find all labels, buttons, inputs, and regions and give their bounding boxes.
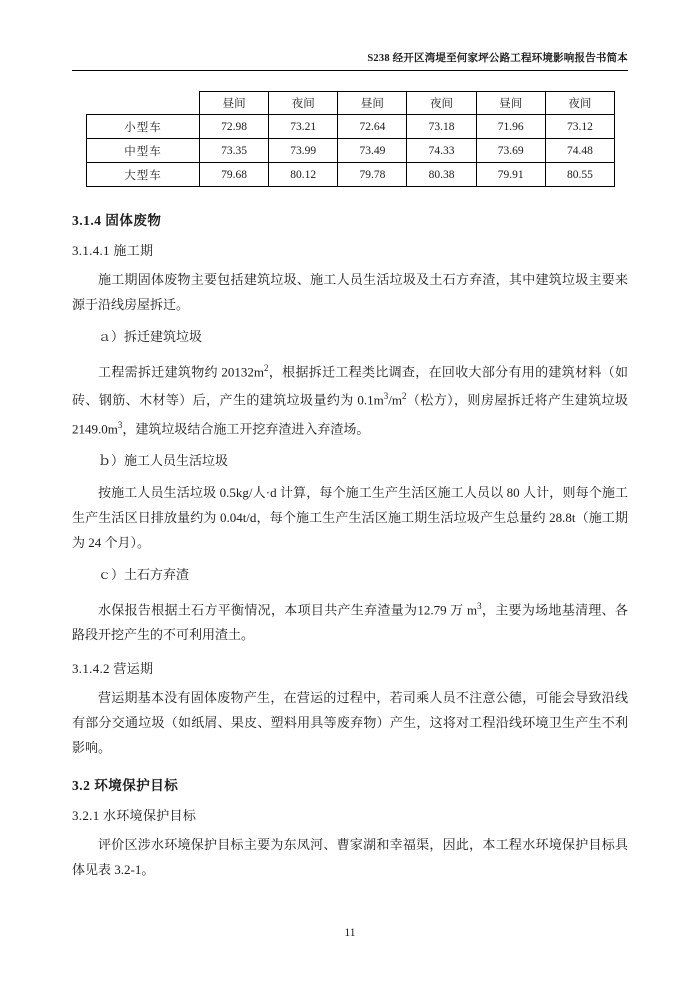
cell: 79.91 xyxy=(476,163,545,187)
noise-level-table xyxy=(86,91,615,187)
paragraph-operation-waste: 营运期基本没有固体废物产生，在营运的过程中，若司乘人员不注意公德，可能会导致沿线有部分交通垃圾（如纸屑、果皮、塑料用具等废弃物）产生，这将对工程沿线环境卫生产生不利影响。 xyxy=(72,690,628,756)
cell: 73.49 xyxy=(338,139,407,163)
cell: 72.64 xyxy=(338,115,407,139)
superscript: 2 xyxy=(264,363,269,373)
section-heading-3-1-4-1: 3.1.4.1 施工期 xyxy=(72,243,154,258)
page-header xyxy=(72,48,628,69)
cell: 73.18 xyxy=(407,115,476,139)
table-row xyxy=(87,163,615,187)
table-header-cell-3: 昼间 xyxy=(338,92,407,115)
cell: 80.12 xyxy=(269,163,338,187)
noise-table-container xyxy=(86,91,615,187)
cell: 80.38 xyxy=(407,163,476,187)
paragraph-spoil xyxy=(72,594,628,647)
paragraph-demolition-waste xyxy=(72,356,628,441)
item-c-title: ｃ）土石方弃渣 xyxy=(98,566,190,582)
table-row xyxy=(87,115,615,139)
paragraph-domestic-waste: 按施工人员生活垃圾 0.5kg/人·d 计算，每个施工生产生活区施工人员以 80 人计，则每个施工生产生活区日排放量约为 0.04t/d，每个施工生产生活区施工期生活垃圾产生总量约 28.8t（施工期为 24 个月）。 xyxy=(72,484,628,550)
text-part: 水保报告根据土石方平衡情况，本项目共产生弃渣量为12.79 万 m xyxy=(98,602,478,618)
cell: 79.68 xyxy=(200,163,269,187)
cell: 71.96 xyxy=(476,115,545,139)
row-label: 大型车 xyxy=(87,163,200,187)
cell: 73.99 xyxy=(269,139,338,163)
text-part: （松方），则房屋拆迁将产生建筑垃圾 2149.0m xyxy=(72,392,628,436)
table-header-row xyxy=(87,92,615,115)
superscript: 3 xyxy=(117,419,123,430)
table-header-cell-6: 夜间 xyxy=(545,92,614,115)
cell: 74.48 xyxy=(545,139,614,163)
table-header-cell-2: 夜间 xyxy=(269,92,338,115)
cell: 79.78 xyxy=(338,163,407,187)
section-heading-3-1-4: 3.1.4 固体废物 xyxy=(72,213,162,228)
cell: 73.12 xyxy=(545,115,614,139)
cell: 73.21 xyxy=(269,115,338,139)
cell: 74.33 xyxy=(407,139,476,163)
page-number: 11 xyxy=(344,927,356,939)
superscript: 3 xyxy=(477,600,482,611)
table-header-cell-5: 昼间 xyxy=(476,92,545,115)
cell: 73.35 xyxy=(200,139,269,163)
superscript: 2 xyxy=(401,391,407,402)
row-label: 小型车 xyxy=(87,115,200,139)
page-footer xyxy=(0,927,700,939)
table-header-cell-1: 昼间 xyxy=(200,92,269,115)
text-part: ，主要为场地基清理、各路段开挖产生的不可利用渣土。 xyxy=(72,602,628,643)
section-heading-3-2-1: 3.2.1 水环境保护目标 xyxy=(72,808,197,824)
item-b-title: ｂ）施工人员生活垃圾 xyxy=(98,452,229,468)
table-header-cell-4: 夜间 xyxy=(407,92,476,115)
cell: 72.98 xyxy=(200,115,269,139)
text-part: ，根据拆迁工程类比调查，在回收大部分有用的建筑材料（如砖、钢筋、木材等）后，产生的建筑垃圾量约为 0.1m xyxy=(72,364,628,408)
table-header-cell-0 xyxy=(87,92,200,115)
cell: 73.69 xyxy=(476,139,545,163)
paragraph-construction-solid-waste: 施工期固体废物主要包括建筑垃圾、施工人员生活垃圾及土石方弃渣，其中建筑垃圾主要来源于沿线房屋拆迁。 xyxy=(72,272,628,312)
header-divider xyxy=(72,70,628,71)
header-title: S238 经开区湾堤至何家坪公路工程环境影响报告书简本 xyxy=(367,53,628,64)
cell: 80.55 xyxy=(545,163,614,187)
paragraph-water-protection-targets: 评价区涉水环境保护目标主要为东凤河、曹家湖和幸福渠，因此，本工程水环境保护目标具体见表 3.2-1。 xyxy=(72,837,628,878)
table-row xyxy=(87,139,615,163)
superscript: 3 xyxy=(383,391,389,402)
text-part: /m xyxy=(388,392,402,408)
text-part: 工程需拆迁建筑物约 20132m xyxy=(98,364,264,380)
text-part: ，建筑垃圾结合施工开挖弃渣进入弃渣场。 xyxy=(122,420,370,436)
section-heading-3-2: 3.2 环境保护目标 xyxy=(72,778,179,794)
row-label: 中型车 xyxy=(87,139,200,163)
item-a-title: ａ）拆迁建筑垃圾 xyxy=(98,329,203,344)
section-heading-3-1-4-2: 3.1.4.2 营运期 xyxy=(72,661,154,677)
document-body xyxy=(72,196,628,889)
